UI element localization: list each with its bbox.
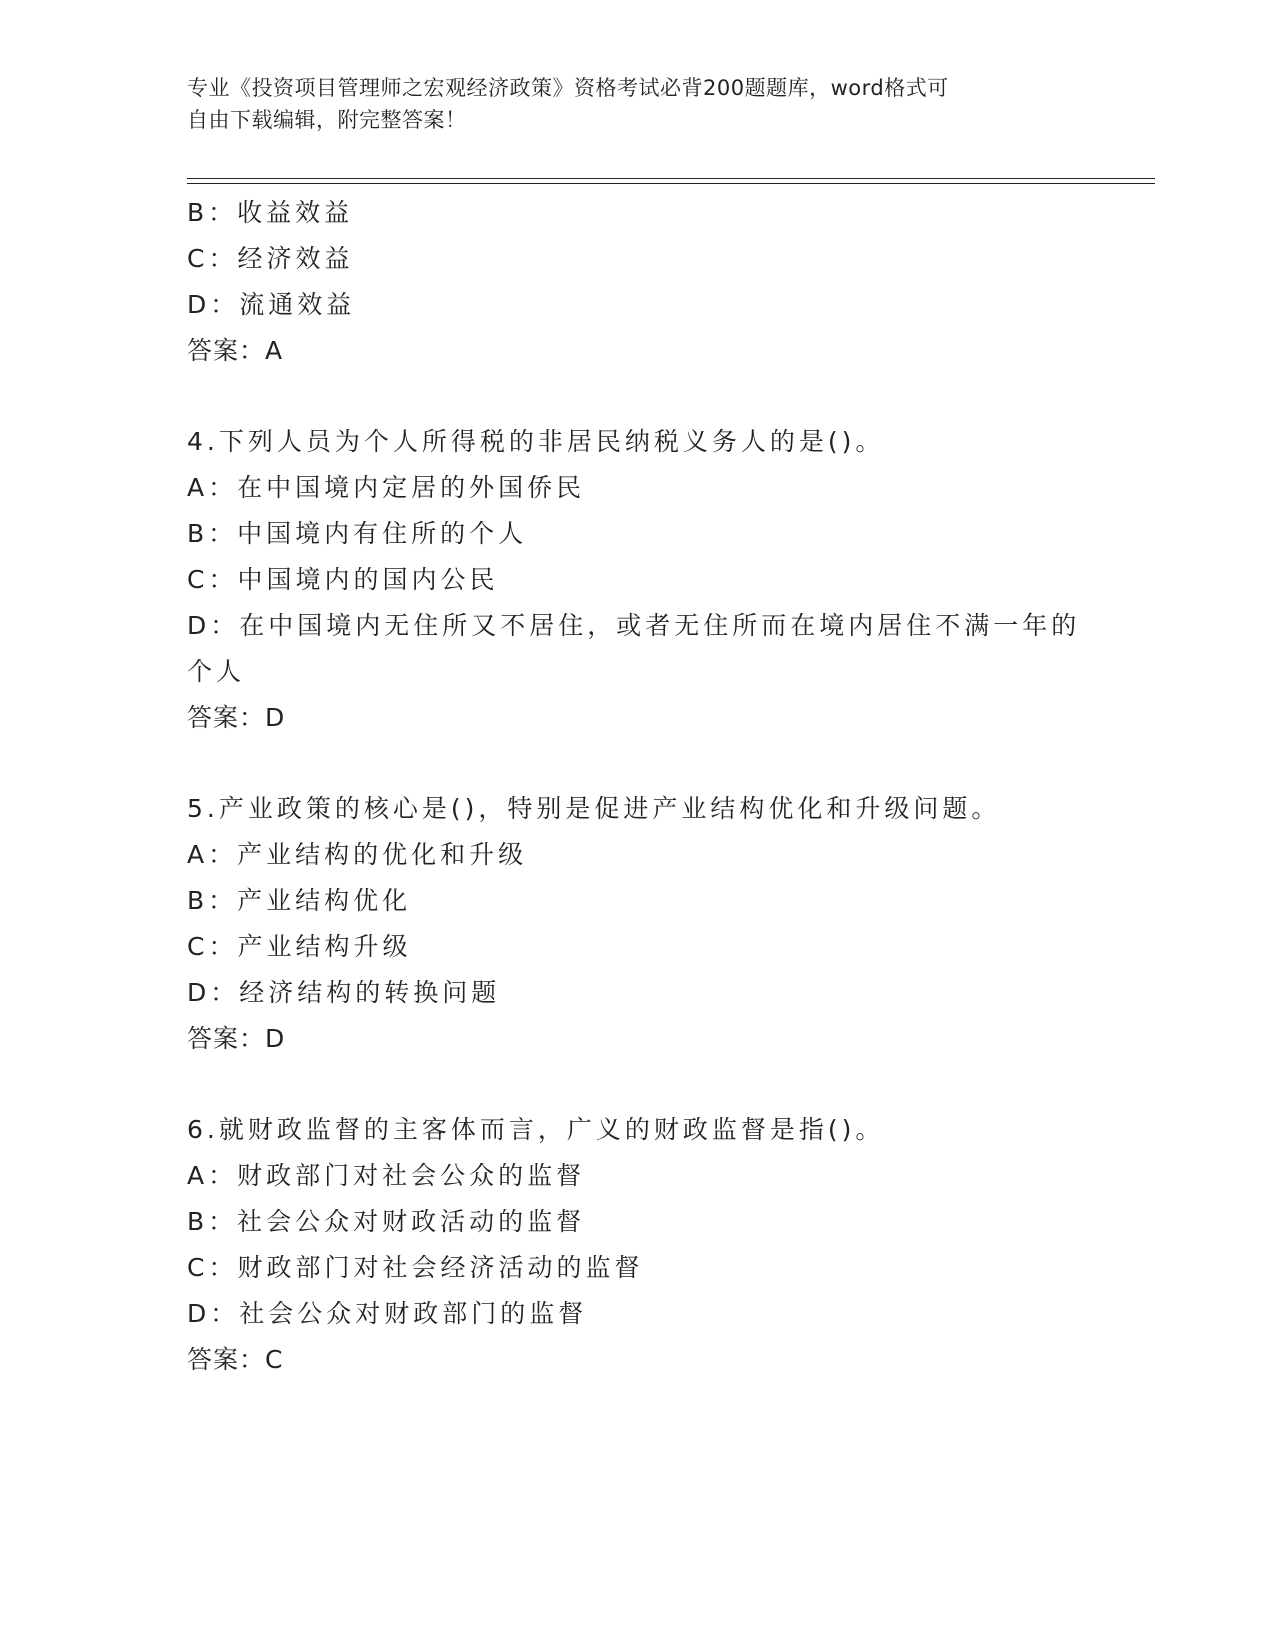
header-line-1: 专业《投资项目管理师之宏观经济政策》资格考试必背200题题库，word格式可 <box>187 76 949 100</box>
header-divider-bottom <box>187 183 1155 184</box>
option-c: C：财政部门对社会经济活动的监督 <box>187 1253 644 1282</box>
option-a: A：在中国境内定居的外国侨民 <box>187 473 586 502</box>
option-b: B：收益效益 <box>187 198 354 227</box>
option-d: D：经济结构的转换问题 <box>187 978 501 1007</box>
option-d: D：在中国境内无住所又不居住，或者无住所而在境内居住不满一年的个人 <box>187 611 1081 686</box>
option-b: B：中国境内有住所的个人 <box>187 519 528 548</box>
header-line-2: 自由下载编辑，附完整答案！ <box>187 108 467 132</box>
option-c: C：中国境内的国内公民 <box>187 565 499 594</box>
question-stem: 5.产业政策的核心是()，特别是促进产业结构优化和升级问题。 <box>187 794 1001 823</box>
answer: 答案：D <box>187 703 286 732</box>
question-6 <box>187 1107 1087 1383</box>
answer: 答案：D <box>187 1024 286 1053</box>
question-3-tail <box>187 190 1087 374</box>
option-c: C：经济效益 <box>187 244 354 273</box>
option-b: B：社会公众对财政活动的监督 <box>187 1207 586 1236</box>
option-a: A：产业结构的优化和升级 <box>187 840 528 869</box>
header-divider-top <box>187 178 1155 179</box>
answer: 答案：A <box>187 336 284 365</box>
question-list <box>187 190 1087 1383</box>
option-d: D：流通效益 <box>187 290 356 319</box>
question-4 <box>187 419 1087 741</box>
option-c: C：产业结构升级 <box>187 932 412 961</box>
question-stem: 6.就财政监督的主客体而言，广义的财政监督是指()。 <box>187 1115 885 1144</box>
question-stem: 4.下列人员为个人所得税的非居民纳税义务人的是()。 <box>187 427 885 456</box>
option-d: D：社会公众对财政部门的监督 <box>187 1299 588 1328</box>
document-header <box>187 72 1067 136</box>
answer: 答案：C <box>187 1345 284 1374</box>
question-5 <box>187 786 1087 1062</box>
option-a: A：财政部门对社会公众的监督 <box>187 1161 586 1190</box>
option-b: B：产业结构优化 <box>187 886 412 915</box>
